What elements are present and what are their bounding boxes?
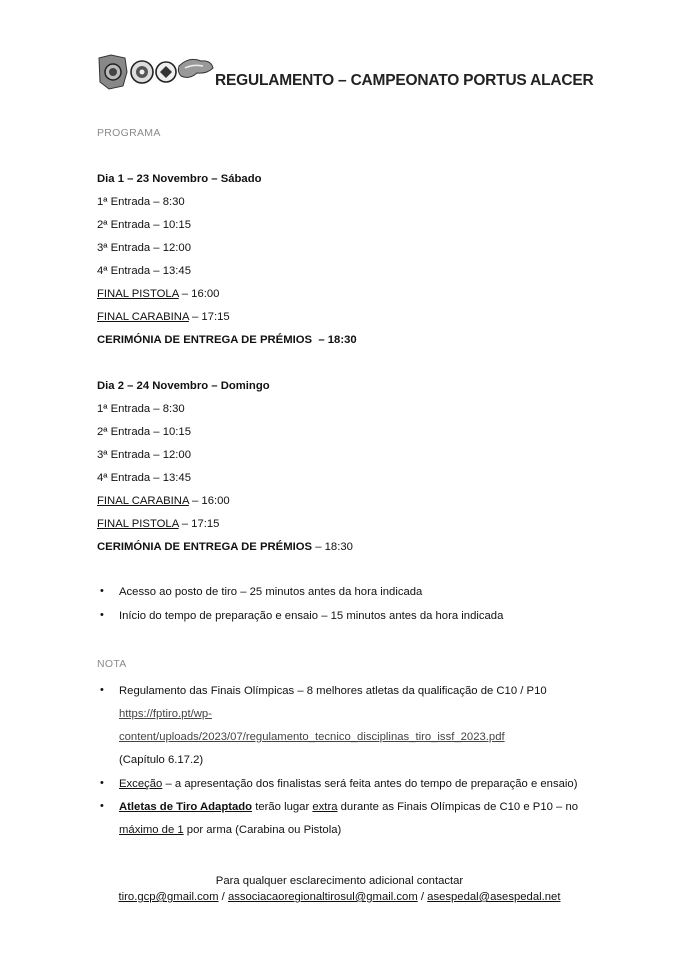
day1-heading: Dia 1 – 23 Novembro – Sábado <box>97 173 262 185</box>
email-separator: / <box>417 891 428 903</box>
access-bullet-2: Início do tempo de preparação e ensaio – 15 minutos antes da hora indicada <box>119 610 504 622</box>
day1-final-2-label: FINAL CARABINA <box>97 311 189 323</box>
nota-bullet-1 <box>119 680 589 772</box>
day1-final-2-time: – 17:15 <box>188 311 230 323</box>
day2-final-1-time: – 16:00 <box>188 495 230 507</box>
regulation-link-line-2[interactable]: content/uploads/2023/07/regulamento_tecnico_disciplinas_tiro_issf_2023.pdf <box>119 731 505 743</box>
nota-bullet-3-extra: extra <box>312 801 338 813</box>
email-link-associacao[interactable]: associacaoregionaltirosul@gmail.com <box>227 891 418 903</box>
day2-ceremony-label: CERIMÓNIA DE ENTREGA DE PRÉMIOS <box>97 541 313 553</box>
footer-emails <box>0 891 679 903</box>
day1-final-1 <box>97 288 219 300</box>
day2-heading: Dia 2 – 24 Novembro – Domingo <box>97 380 270 392</box>
day2-entry-1: 1ª Entrada – 8:30 <box>97 403 185 415</box>
day2-ceremony-time: – 18:30 <box>312 541 353 553</box>
nota-bullet-1-text: Regulamento das Finais Olímpicas – 8 melhores atletas da qualificação de C10 / P10 <box>119 685 547 697</box>
section-label-programa: PROGRAMA <box>97 127 161 139</box>
club-logo-icon <box>99 55 127 89</box>
day2-entry-3: 3ª Entrada – 12:00 <box>97 449 191 461</box>
bullet-dot-icon: • <box>100 800 104 812</box>
organization-logos <box>97 52 215 92</box>
access-bullet-1: Acesso ao posto de tiro – 25 minutos antes da hora indicada <box>119 586 423 598</box>
document-title: REGULAMENTO – CAMPEONATO PORTUS ALACER <box>215 72 594 89</box>
region-map-icon <box>178 59 213 77</box>
section-label-nota: NOTA <box>97 658 127 670</box>
day1-ceremony: CERIMÓNIA DE ENTREGA DE PRÉMIOS – 18:30 <box>97 334 357 346</box>
day1-final-1-label: FINAL PISTOLA <box>97 288 179 300</box>
bullet-dot-icon: • <box>100 609 104 621</box>
day1-final-1-time: – 16:00 <box>178 288 220 300</box>
bullet-dot-icon: • <box>100 684 104 696</box>
association-seal-icon <box>156 62 176 82</box>
bullet-dot-icon: • <box>100 777 104 789</box>
nota-bullet-2 <box>119 773 589 796</box>
day2-final-1-label: FINAL CARABINA <box>97 495 189 507</box>
nota-bullet-3-max: máximo de 1 <box>119 824 184 836</box>
email-link-asespedal[interactable]: asespedal@asespedal.net <box>427 891 561 903</box>
footer-contact-line: Para qualquer esclarecimento adicional contactar <box>215 875 464 887</box>
day1-entry-2: 2ª Entrada – 10:15 <box>97 219 191 231</box>
document-header <box>97 52 597 96</box>
email-separator: / <box>218 891 228 903</box>
nota-bullet-3-text-2: durante as Finais Olímpicas de C10 e P10 – no <box>337 801 579 813</box>
day2-final-1 <box>97 495 230 507</box>
day2-final-2-label: FINAL PISTOLA <box>97 518 179 530</box>
day2-entry-2: 2ª Entrada – 10:15 <box>97 426 191 438</box>
day2-final-2-time: – 17:15 <box>178 518 220 530</box>
nota-bullet-2-text: – a apresentação dos finalistas será feita antes do tempo de preparação e ensaio) <box>162 778 578 790</box>
federation-seal-icon <box>131 61 153 83</box>
day1-final-2 <box>97 311 230 323</box>
day2-ceremony <box>97 541 353 553</box>
nota-bullet-3 <box>119 796 589 842</box>
day2-entry-4: 4ª Entrada – 13:45 <box>97 472 191 484</box>
day2-final-2 <box>97 518 219 530</box>
day1-entry-3: 3ª Entrada – 12:00 <box>97 242 191 254</box>
day1-entry-1: 1ª Entrada – 8:30 <box>97 196 185 208</box>
nota-bullet-2-label: Exceção <box>119 778 163 790</box>
nota-bullet-3-text-3: por arma (Carabina ou Pistola) <box>183 824 342 836</box>
day1-entry-4: 4ª Entrada – 13:45 <box>97 265 191 277</box>
regulation-link-line-1[interactable]: https://fptiro.pt/wp- <box>119 708 212 720</box>
nota-bullet-3-label: Atletas de Tiro Adaptado <box>119 801 253 813</box>
nota-bullet-3-text-1: terão lugar <box>252 801 313 813</box>
bullet-dot-icon: • <box>100 585 104 597</box>
nota-bullet-1-chapter: (Capítulo 6.17.2) <box>119 754 204 766</box>
email-link-tiro-gcp[interactable]: tiro.gcp@gmail.com <box>118 891 219 903</box>
